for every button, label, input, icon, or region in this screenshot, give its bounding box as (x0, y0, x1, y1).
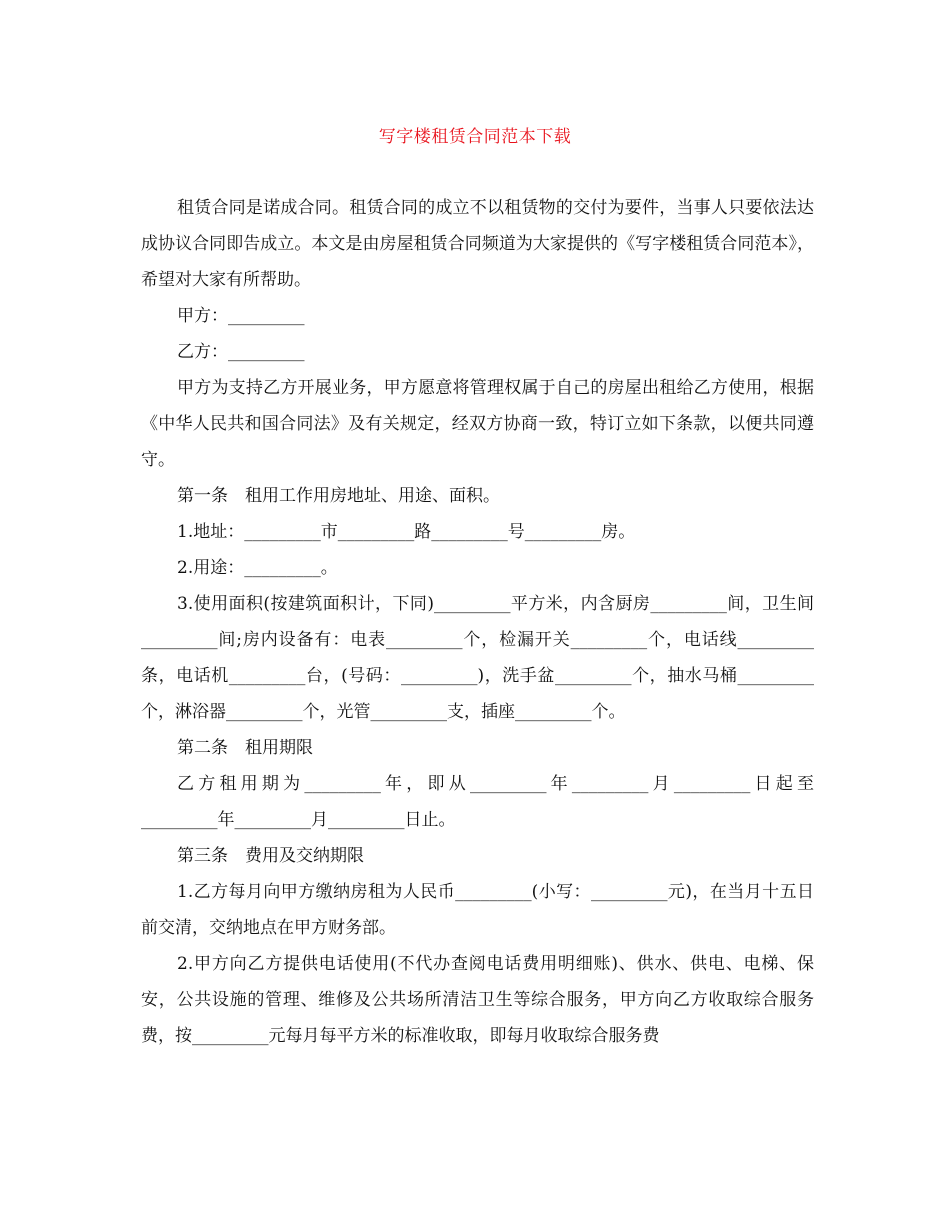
preamble-paragraph: 甲方为支持乙方开展业务，甲方愿意将管理权属于自己的房屋出租给乙方使用，根据《中华人民共和国合同法》及有关规定，经双方协商一致，特订立如下条款，以便共同遵守。 (141, 378, 814, 470)
article-3-heading: 第三条 费用及交纳期限 (177, 846, 364, 866)
intro-paragraph: 租赁合同是诺成合同。租赁合同的成立不以租赁物的交付为要件，当事人只要依法达成协议合同即告成立。本文是由房屋租赁合同频道为大家提供的《写字楼租赁合同范本》，希望对大家有所帮助。 (141, 198, 814, 290)
party-b-line: 乙方：_________ (177, 342, 305, 362)
article-3-item-2: 2.甲方向乙方提供电话使用(不代办查阅电话费用明细账)、供水、供电、电梯、保安，公共设施的管理、维修及公共场所清洁卫生等综合服务，甲方向乙方收取综合服务费，按_________元每月每平方米的标准收取，即每月收取综合服务费 (141, 954, 814, 1046)
article-1-heading: 第一条 租用工作用房地址、用途、面积。 (177, 486, 500, 506)
party-a-line: 甲方：_________ (177, 306, 305, 326)
article-1-item-3: 3.使用面积(按建筑面积计，下同)_________平方米，内含厨房_________间，卫生间_________间;房内设备有：电表_________个，检漏开关_________个，电话线_________条，电话机_________台，(号码：_________)，洗手盆_________个，抽水马桶_________个，淋浴器_________个，光管_________支，插座_________个。 (141, 594, 814, 722)
article-3-item-1: 1.乙方每月向甲方缴纳房租为人民币_________(小写：_________元)，在当月十五日前交清，交纳地点在甲方财务部。 (141, 882, 814, 938)
article-2-heading: 第二条 租用期限 (177, 738, 313, 758)
article-1-item-1: 1.地址：_________市_________路_________号_________房。 (177, 522, 636, 542)
document-body (141, 190, 814, 1054)
article-1-item-2: 2.用途：_________。 (177, 558, 338, 578)
article-2-paragraph: 乙方租用期为_________年，即从_________年_________月_________日起至_________年_________月_________日止。 (141, 774, 814, 830)
document-title: 写字楼租赁合同范本下载 (378, 127, 572, 147)
